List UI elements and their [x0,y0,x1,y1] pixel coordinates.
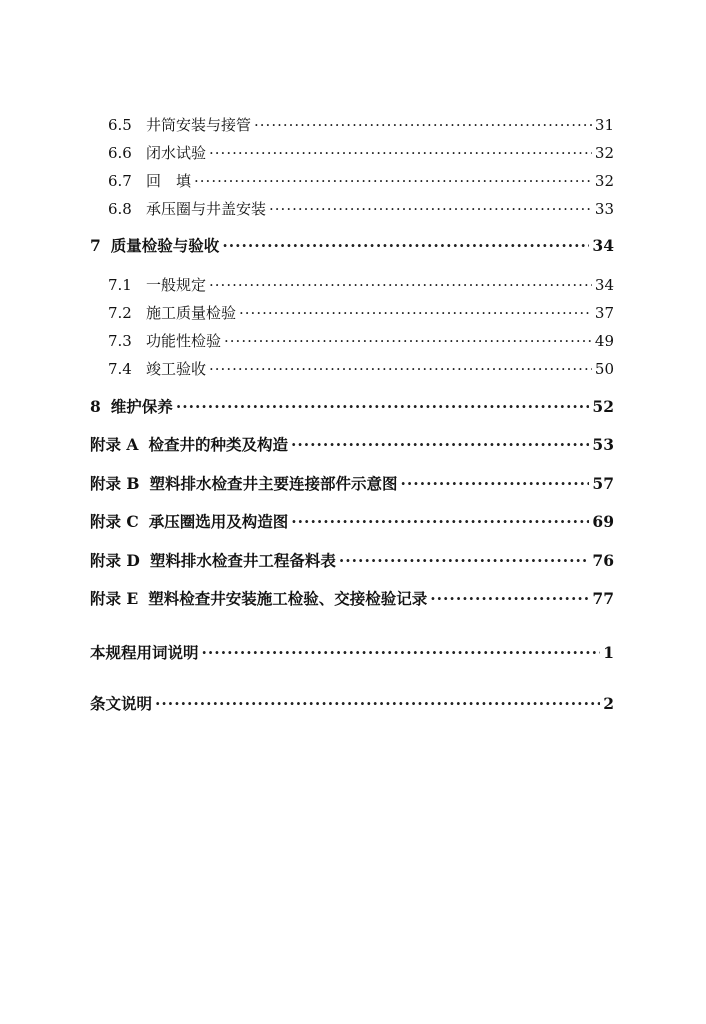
toc-entry-appendix-d[interactable] [90,551,614,571]
toc-title: 塑料排水检查井工程备料表 [149,551,336,570]
leader-dots [209,359,592,379]
toc-page-number: 49 [594,332,614,350]
toc-title: 塑料排水检查井主要连接部件示意图 [149,474,398,493]
toc-entry-terminology[interactable] [90,643,614,663]
toc-number: 附录 C [90,512,139,531]
toc-title: 本规程用词说明 [90,643,199,662]
toc-page-number: 33 [594,200,614,218]
toc-page-number: 57 [592,474,614,493]
toc-number: 附录 A [90,435,139,454]
leader-dots [176,397,590,417]
toc-entry-6-5[interactable] [108,115,614,135]
toc-title: 施工质量检验 [146,304,237,322]
toc-title: 质量检验与验收 [110,236,220,255]
toc-page-number: 69 [592,512,614,531]
toc-title: 塑料检查井安装施工检验、交接检验记录 [148,589,428,608]
toc-page-number: 32 [594,144,614,162]
toc-page-number: 34 [592,236,614,255]
leader-dots [291,435,589,455]
toc-title: 一般规定 [146,276,207,294]
leader-dots [222,236,589,256]
leader-dots [430,589,589,609]
toc-number: 7 [90,236,101,255]
toc-number: 6.7 [108,172,132,190]
toc-entry-appendix-b[interactable] [90,474,614,494]
leader-dots [291,512,589,532]
toc-page-number: 1 [603,643,614,662]
toc-entry-appendix-e[interactable] [90,589,614,609]
toc-entry-appendix-a[interactable] [90,435,614,455]
toc-page-number: 31 [594,116,614,134]
toc-number: 7.3 [108,332,132,350]
toc-entry-7-2[interactable] [108,303,614,323]
toc-number: 附录 B [90,474,140,493]
toc-number: 6.8 [108,200,132,218]
toc-title: 承压圈与井盖安装 [146,200,267,218]
toc-number: 8 [90,397,101,416]
leader-dots [269,199,592,219]
leader-dots [155,694,600,714]
toc-title: 条文说明 [90,694,153,713]
toc-page-number: 34 [594,276,614,294]
leader-dots [401,474,590,494]
toc-number: 6.5 [108,116,132,134]
toc-page-number: 37 [594,304,614,322]
toc-page-number: 50 [594,360,614,378]
toc-title: 功能性检验 [146,332,222,350]
toc-number: 附录 D [90,551,140,570]
toc-number: 附录 E [90,589,139,608]
toc-page-number: 53 [592,435,614,454]
toc-page-number: 77 [592,589,614,608]
toc-title: 维护保养 [110,397,173,416]
toc-number: 7.4 [108,360,132,378]
toc-page-number: 76 [592,551,614,570]
leader-dots [254,115,592,135]
leader-dots [209,143,592,163]
toc-title: 承压圈选用及构造图 [148,512,289,531]
toc-entry-chapter-8[interactable] [90,397,614,417]
toc-title: 检查井的种类及构造 [148,435,288,454]
toc-entry-appendix-c[interactable] [90,512,614,532]
toc-entry-explanation[interactable] [90,694,614,714]
toc-page-number: 52 [592,397,614,416]
toc-entry-6-8[interactable] [108,199,614,219]
toc-page-number: 2 [603,694,614,713]
toc-number: 6.6 [108,144,132,162]
toc-title: 回 填 [146,172,192,190]
leader-dots [194,171,592,191]
toc-title: 竣工验收 [146,360,207,378]
toc-entry-6-7[interactable] [108,171,614,191]
leader-dots [224,331,592,351]
toc-entry-6-6[interactable] [108,143,614,163]
leader-dots [202,643,601,663]
toc-title: 井筒安装与接管 [146,116,252,134]
toc-number: 7.1 [108,276,132,294]
toc-title: 闭水试验 [146,144,207,162]
toc-entry-7-1[interactable] [108,275,614,295]
toc-entry-chapter-7[interactable] [90,236,614,256]
leader-dots [239,303,592,323]
toc-entry-7-3[interactable] [108,331,614,351]
leader-dots [339,551,590,571]
toc-entry-7-4[interactable] [108,359,614,379]
toc-number: 7.2 [108,304,132,322]
toc-page-number: 32 [594,172,614,190]
leader-dots [209,275,592,295]
